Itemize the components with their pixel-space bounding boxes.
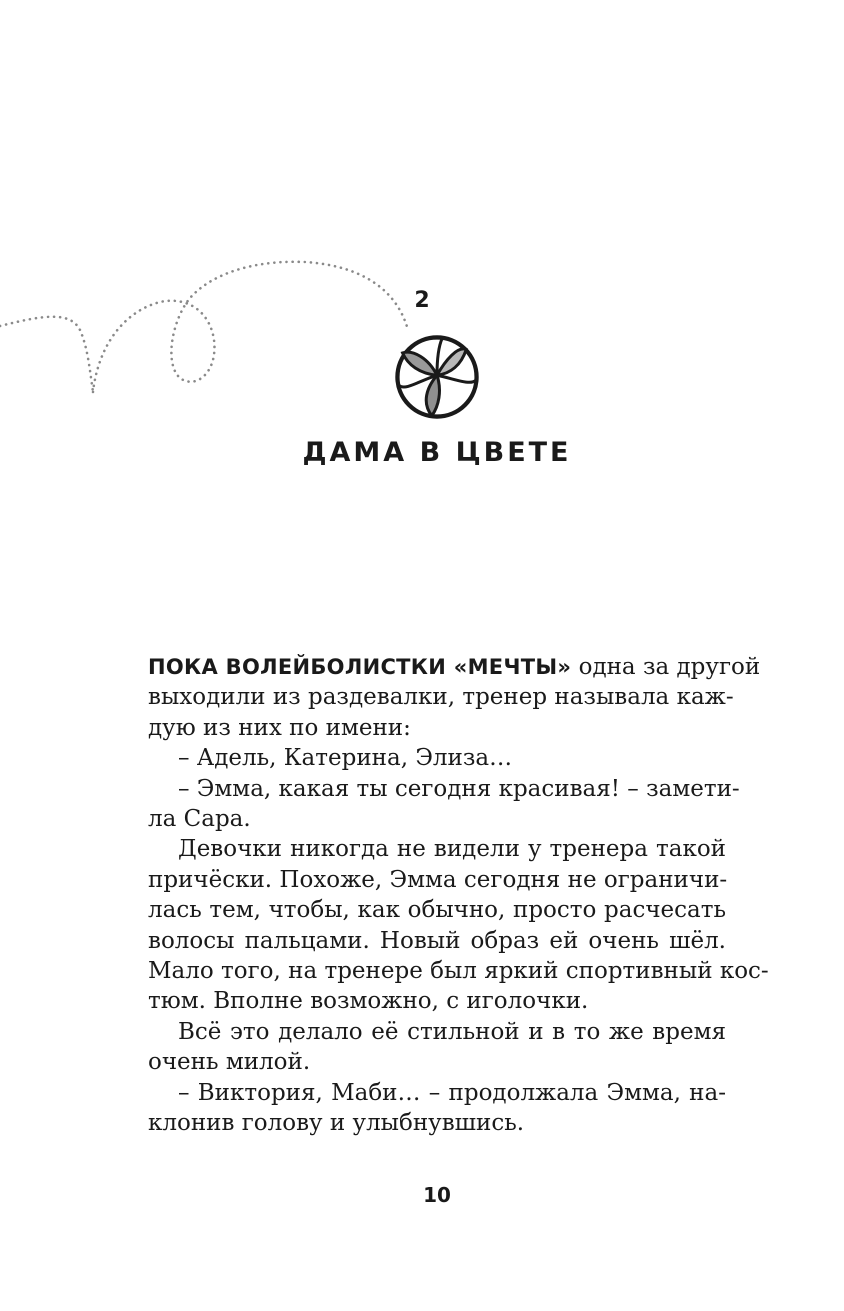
text-line: очень милой. [148, 1049, 311, 1076]
text-line: Девочки никогда не видели у тренера такой [178, 836, 726, 863]
text-line: клонив голову и улыбнувшись. [148, 1110, 525, 1137]
text-line: выходили из раздевалки, тренер называла каж- [148, 684, 734, 711]
volleyball-icon [394, 334, 480, 420]
text-line: – Виктория, Маби… – продолжала Эмма, на- [178, 1079, 726, 1106]
text-line: причёски. Похоже, Эмма сегодня не ограничи- [148, 866, 728, 893]
chapter-number: 2 [414, 288, 430, 313]
body-text [148, 652, 769, 1139]
text-line: ла Сара. [148, 806, 251, 833]
text-line: волосы пальцами. Новый образ ей очень шёл. [148, 927, 726, 954]
text-line: Мало того, на тренере был яркий спортивный кос- [148, 958, 769, 985]
chapter-title: ДАМА В ЦВЕТЕ [302, 437, 572, 468]
text-line: ПОКА ВОЛЕЙБОЛИСТКИ «МЕЧТЫ» одна за другой [148, 654, 761, 680]
text-line: дую из них по имени: [148, 714, 411, 741]
text-line: – Эмма, какая ты сегодня красивая! – замети- [178, 775, 740, 802]
text-line: – Адель, Катерина, Элиза… [178, 745, 513, 772]
text-line: тюм. Вполне возможно, с иголочки. [148, 988, 589, 1015]
page-number: 10 [423, 1183, 451, 1207]
lead-in: ПОКА ВОЛЕЙБОЛИСТКИ «МЕЧТЫ» [148, 655, 572, 679]
text-line: Всё это делало её стильной и в то же время [178, 1018, 726, 1045]
text-line: лась тем, чтобы, как обычно, просто расчесать [148, 897, 726, 924]
